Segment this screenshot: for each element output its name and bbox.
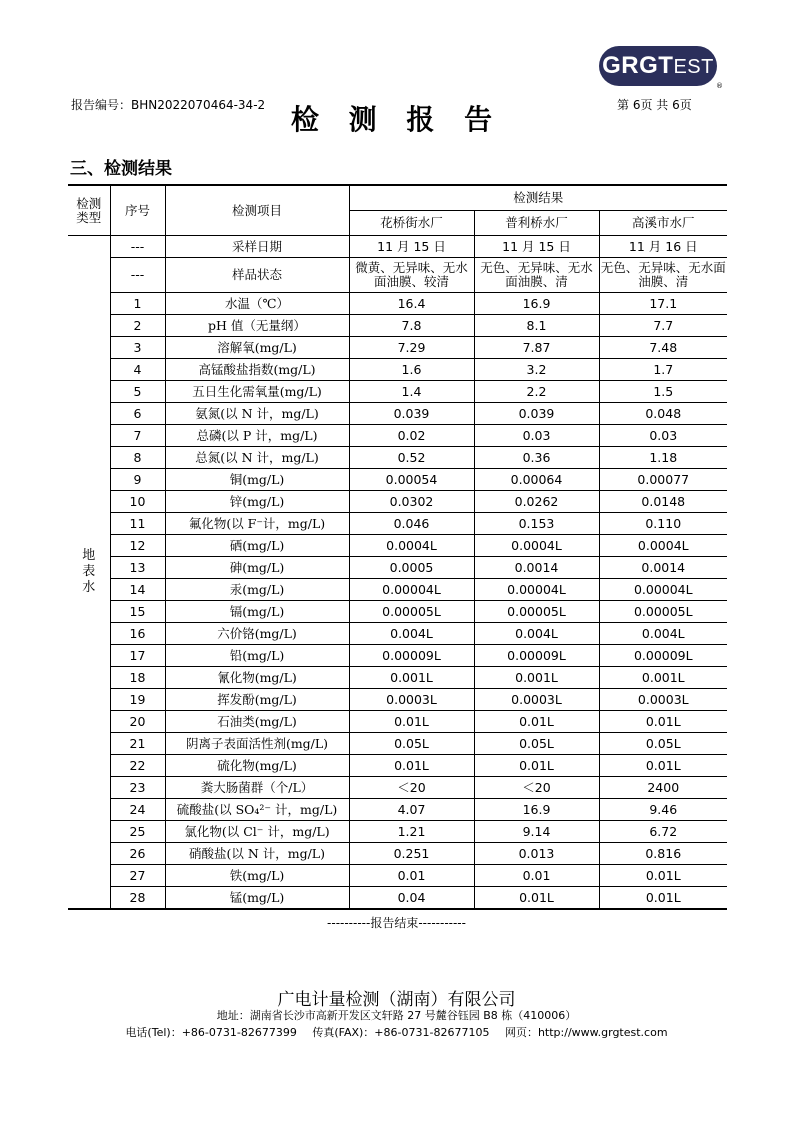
result-value: 0.52 [349,447,474,469]
table-row [68,579,727,601]
header-type: 检测类型 [68,185,110,236]
result-value: 0.153 [474,513,599,535]
table-row [68,645,727,667]
table-row [68,557,727,579]
row-number: 28 [110,887,165,910]
result-value: 16.4 [349,293,474,315]
result-value: 0.05L [349,733,474,755]
test-item: 总磷(以 P 计，mg/L) [165,425,349,447]
result-value: 0.004L [349,623,474,645]
result-value: 0.00064 [474,469,599,491]
table-row [68,258,727,293]
result-value: 0.0003L [474,689,599,711]
result-value: 0.0014 [474,557,599,579]
header-site: 普利桥水厂 [474,211,599,236]
result-value: 9.14 [474,821,599,843]
result-value: 0.110 [599,513,727,535]
result-value: 0.36 [474,447,599,469]
row-number: 11 [110,513,165,535]
result-value: 0.01L [599,865,727,887]
result-value: 0.00077 [599,469,727,491]
result-value: 0.0004L [474,535,599,557]
result-value: ＜20 [474,777,599,799]
result-value: 0.05L [599,733,727,755]
result-value: 0.00009L [599,645,727,667]
row-number: 20 [110,711,165,733]
result-value: 6.72 [599,821,727,843]
test-item: 铁(mg/L) [165,865,349,887]
table-row [68,711,727,733]
result-value: 0.001L [599,667,727,689]
result-value: 0.0302 [349,491,474,513]
result-value: 0.01L [599,711,727,733]
row-number: 19 [110,689,165,711]
result-value: 无色、无异味、无水面油膜、清 [599,258,727,293]
table-row [68,236,727,258]
table-row [68,887,727,910]
page-number: 第 6页 共 6页 [617,98,692,112]
table-row [68,843,727,865]
test-item: 溶解氧(mg/L) [165,337,349,359]
table-row [68,821,727,843]
table-row [68,865,727,887]
result-value: 16.9 [474,799,599,821]
result-value: 0.04 [349,887,474,910]
test-item: 石油类(mg/L) [165,711,349,733]
result-value: 0.00054 [349,469,474,491]
result-value: 7.7 [599,315,727,337]
test-item: 氰化物(mg/L) [165,667,349,689]
row-number: 13 [110,557,165,579]
result-value: 7.8 [349,315,474,337]
result-value: 0.039 [349,403,474,425]
row-number: 12 [110,535,165,557]
test-item: 氯化物(以 Cl⁻ 计，mg/L) [165,821,349,843]
table-row [68,491,727,513]
result-value: 1.21 [349,821,474,843]
table-row [68,667,727,689]
result-value: 0.00009L [474,645,599,667]
result-value: 0.01 [474,865,599,887]
result-value: 2.2 [474,381,599,403]
row-number: 3 [110,337,165,359]
result-value: 0.01 [349,865,474,887]
section-heading: 三、检测结果 [70,159,172,179]
row-number: 14 [110,579,165,601]
table-row [68,425,727,447]
table-row [68,447,727,469]
result-value: 8.1 [474,315,599,337]
test-item: 砷(mg/L) [165,557,349,579]
row-number: 25 [110,821,165,843]
result-value: 7.48 [599,337,727,359]
test-item: 样品状态 [165,258,349,293]
table-row [68,755,727,777]
page-title: 检 测 报 告 [290,103,503,136]
company-address: 地址：湖南省长沙市高新开发区文轩路 27 号麓谷钰园 B8 栋（410006） [216,1009,577,1022]
test-item: 高锰酸盐指数(mg/L) [165,359,349,381]
header-results: 检测结果 [349,185,727,211]
test-item: 铜(mg/L) [165,469,349,491]
website-link[interactable]: 网页：http://www.grgtest.com [504,1026,668,1039]
test-item: 采样日期 [165,236,349,258]
result-value: 9.46 [599,799,727,821]
test-item: 硒(mg/L) [165,535,349,557]
test-item: 阴离子表面活性剂(mg/L) [165,733,349,755]
result-value: 0.0262 [474,491,599,513]
row-number: 5 [110,381,165,403]
report-end-note: ----------报告结束----------- [327,916,466,930]
test-item: 汞(mg/L) [165,579,349,601]
result-value: 1.5 [599,381,727,403]
test-item: 氟化物(以 F⁻计，mg/L) [165,513,349,535]
result-value: 0.01L [474,887,599,910]
row-number: 9 [110,469,165,491]
header-no: 序号 [110,185,165,236]
result-value: 0.013 [474,843,599,865]
row-number: --- [110,236,165,258]
test-item: 镉(mg/L) [165,601,349,623]
company-name: 广电计量检测（湖南）有限公司 [277,990,516,1010]
test-item: pH 值（无量纲） [165,315,349,337]
result-value: 2400 [599,777,727,799]
result-value: 0.0005 [349,557,474,579]
result-value: 0.251 [349,843,474,865]
fax: 传真(FAX)：+86-0731-82677105 [312,1026,490,1039]
result-value: 0.816 [599,843,727,865]
test-item: 铅(mg/L) [165,645,349,667]
registered-mark: ® [716,82,723,90]
result-value: 无色、无异味、无水面油膜、清 [474,258,599,293]
row-number: 22 [110,755,165,777]
row-number: --- [110,258,165,293]
table-row [68,733,727,755]
result-value: 1.4 [349,381,474,403]
result-value: 0.0003L [349,689,474,711]
result-value: 16.9 [474,293,599,315]
result-value: 0.01L [599,755,727,777]
result-value: 0.01L [474,711,599,733]
row-number: 27 [110,865,165,887]
row-number: 26 [110,843,165,865]
result-value: 0.00004L [474,579,599,601]
table-row [68,293,727,315]
table-row [68,315,727,337]
result-value: 1.18 [599,447,727,469]
result-value: 0.0004L [349,535,474,557]
row-number: 7 [110,425,165,447]
result-value: 7.29 [349,337,474,359]
result-value: 1.7 [599,359,727,381]
table-row [68,777,727,799]
test-item: 五日生化需氧量(mg/L) [165,381,349,403]
result-value: 17.1 [599,293,727,315]
result-value: 11 月 16 日 [599,236,727,258]
test-item: 水温（℃） [165,293,349,315]
result-value: 0.01L [474,755,599,777]
result-value: 0.0004L [599,535,727,557]
result-value: 0.004L [599,623,727,645]
result-value: 0.0148 [599,491,727,513]
table-row [68,689,727,711]
table-row [68,535,727,557]
result-value: 0.01L [349,711,474,733]
result-value: 微黄、无异味、无水面油膜、较清 [349,258,474,293]
results-table [68,184,727,910]
table-row [68,359,727,381]
result-value: 0.046 [349,513,474,535]
result-value: 0.02 [349,425,474,447]
result-value: 7.87 [474,337,599,359]
row-number: 6 [110,403,165,425]
result-value: 11 月 15 日 [349,236,474,258]
row-number: 4 [110,359,165,381]
row-number: 24 [110,799,165,821]
result-value: 1.6 [349,359,474,381]
table-row [68,799,727,821]
result-value: 0.01L [349,755,474,777]
test-item: 硫化物(mg/L) [165,755,349,777]
test-item: 锰(mg/L) [165,887,349,910]
result-value: 0.039 [474,403,599,425]
test-item: 锌(mg/L) [165,491,349,513]
report-number: 报告编号：BHN2022070464-34-2 [71,98,266,112]
row-number: 18 [110,667,165,689]
row-number: 23 [110,777,165,799]
result-value: 0.004L [474,623,599,645]
phone: 电话(Tel)：+86-0731-82677399 [125,1026,297,1039]
row-number: 16 [110,623,165,645]
result-value: 0.00004L [599,579,727,601]
grgtest-logo: GRGTEST [599,46,717,86]
test-item: 硫酸盐(以 SO₄²⁻ 计，mg/L) [165,799,349,821]
result-value: 0.05L [474,733,599,755]
result-value: ＜20 [349,777,474,799]
row-number: 2 [110,315,165,337]
table-row [68,601,727,623]
result-value: 0.03 [599,425,727,447]
result-value: 0.00005L [349,601,474,623]
result-value: 3.2 [474,359,599,381]
table-row [68,623,727,645]
result-value: 0.00005L [474,601,599,623]
result-value: 0.00004L [349,579,474,601]
row-number: 8 [110,447,165,469]
row-number: 10 [110,491,165,513]
type-label: 地表水 [82,548,96,595]
result-value: 0.048 [599,403,727,425]
table-row [68,381,727,403]
table-row [68,337,727,359]
type-cell [68,236,110,910]
row-number: 21 [110,733,165,755]
test-item: 挥发酚(mg/L) [165,689,349,711]
header-site: 花桥街水厂 [349,211,474,236]
result-value: 0.00009L [349,645,474,667]
result-value: 0.001L [349,667,474,689]
result-value: 0.00005L [599,601,727,623]
row-number: 15 [110,601,165,623]
result-value: 0.001L [474,667,599,689]
table-row [68,403,727,425]
result-value: 11 月 15 日 [474,236,599,258]
test-item: 粪大肠菌群（个/L） [165,777,349,799]
table-row [68,513,727,535]
test-item: 六价铬(mg/L) [165,623,349,645]
result-value: 0.03 [474,425,599,447]
header-item: 检测项目 [165,185,349,236]
table-row [68,469,727,491]
result-value: 0.0014 [599,557,727,579]
row-number: 17 [110,645,165,667]
header-site: 高溪市水厂 [599,211,727,236]
test-item: 氨氮(以 N 计，mg/L) [165,403,349,425]
result-value: 0.01L [599,887,727,910]
test-item: 总氮(以 N 计，mg/L) [165,447,349,469]
result-value: 0.0003L [599,689,727,711]
result-value: 4.07 [349,799,474,821]
company-contact [0,1024,793,1040]
row-number: 1 [110,293,165,315]
test-item: 硝酸盐(以 N 计，mg/L) [165,843,349,865]
